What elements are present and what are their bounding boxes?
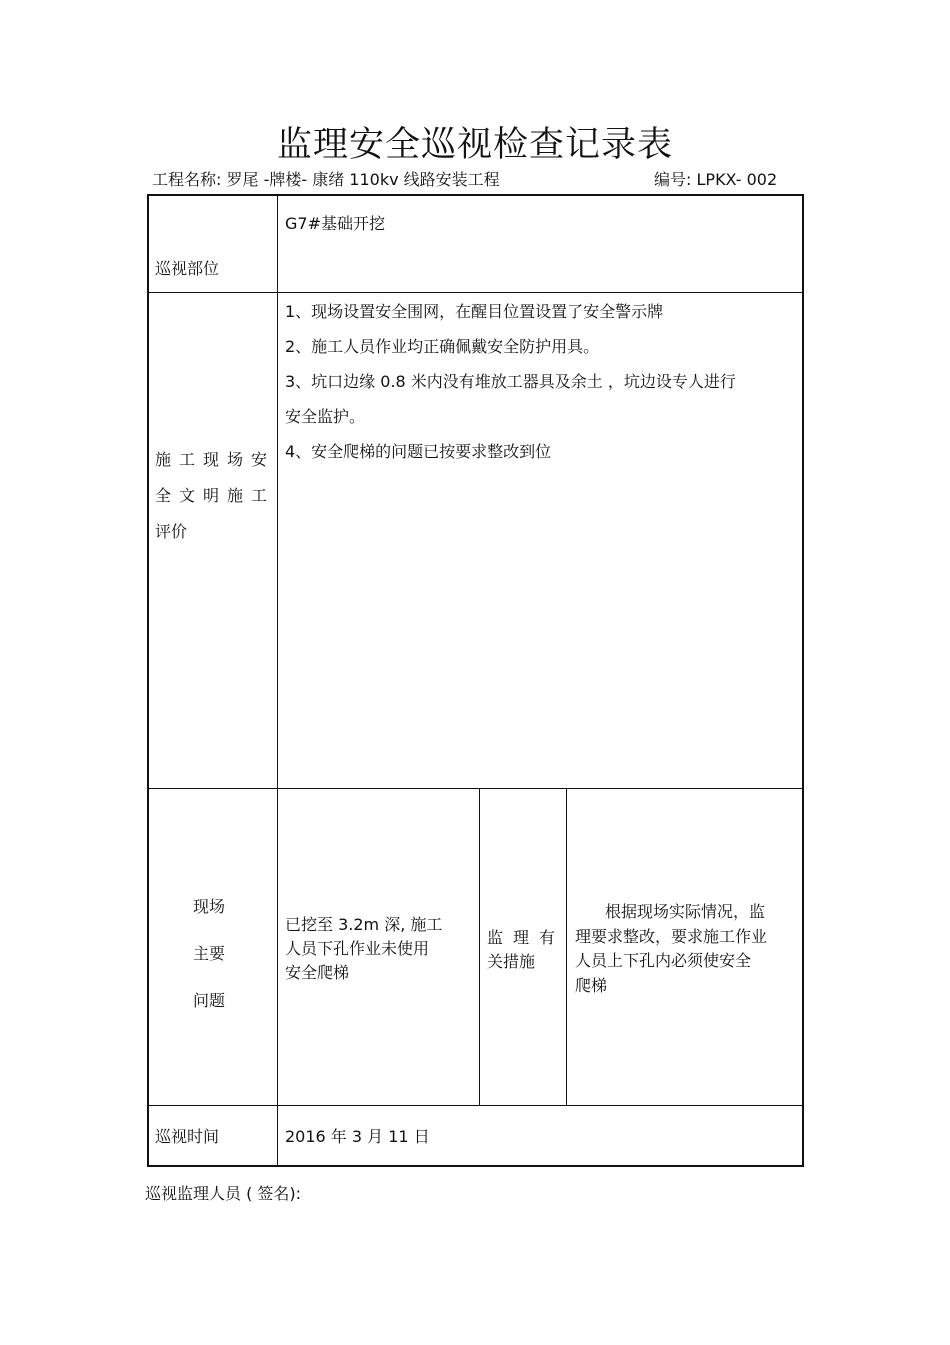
evaluation-item: 3、坑口边缘 0.8 米内没有堆放工器具及余土 ，坑边设专人进行	[285, 372, 736, 391]
measures-text-line: 根据现场实际情况，监	[605, 902, 766, 921]
evaluation-label-line: 全文明施工	[155, 486, 267, 505]
measures-label-line: 关措施	[487, 952, 536, 971]
evaluation-label-line: 施工现场安	[155, 450, 267, 469]
location-value: G7#基础开挖	[285, 214, 385, 233]
issues-label-line: 主要	[193, 944, 226, 963]
measures-text-line: 理要求整改，要求施工作业	[575, 927, 768, 946]
issue-text-line: 已挖至 3.2m 深, 施工	[285, 915, 443, 934]
serial-label: 编号:	[654, 170, 692, 189]
table-column-divider	[566, 788, 567, 1105]
page-title: 监理安全巡视检查记录表	[276, 125, 673, 165]
table-divider	[149, 1105, 802, 1106]
serial-value: LPKX- 002	[696, 170, 778, 189]
evaluation-item: 安全监护。	[285, 407, 366, 426]
table-column-divider	[277, 196, 278, 1165]
signature-label: 巡视监理人员 ( 签名):	[145, 1184, 302, 1203]
table-column-divider	[479, 788, 480, 1105]
serial-number-line	[654, 170, 777, 190]
project-name: 罗尾 -牌楼- 康绪 110kv 线路安装工程	[226, 170, 500, 189]
evaluation-item: 1、现场设置安全围网，在醒目位置设置了安全警示牌	[285, 302, 664, 321]
issues-label-line: 现场	[193, 897, 226, 916]
issues-label-line: 问题	[193, 991, 226, 1010]
time-label: 巡视时间	[155, 1127, 220, 1146]
project-name-line	[152, 170, 500, 190]
project-label: 工程名称:	[152, 170, 222, 189]
evaluation-item: 4、安全爬梯的问题已按要求整改到位	[285, 442, 552, 461]
table-divider	[149, 788, 802, 789]
evaluation-label-line: 评价	[155, 522, 188, 541]
measures-text-line: 人员上下孔内必须使安全	[575, 951, 752, 970]
issue-text-line: 安全爬梯	[285, 963, 350, 982]
issue-text-line: 人员下孔作业未使用	[285, 939, 430, 958]
location-label: 巡视部位	[155, 259, 220, 278]
table-divider	[149, 292, 802, 293]
measures-label-line: 监理有	[487, 928, 555, 947]
inspection-record-table	[147, 194, 804, 1167]
time-value: 2016 年 3 月 11 日	[285, 1127, 430, 1146]
measures-text-line: 爬梯	[575, 976, 608, 995]
evaluation-item: 2、施工人员作业均正确佩戴安全防护用具。	[285, 337, 600, 356]
